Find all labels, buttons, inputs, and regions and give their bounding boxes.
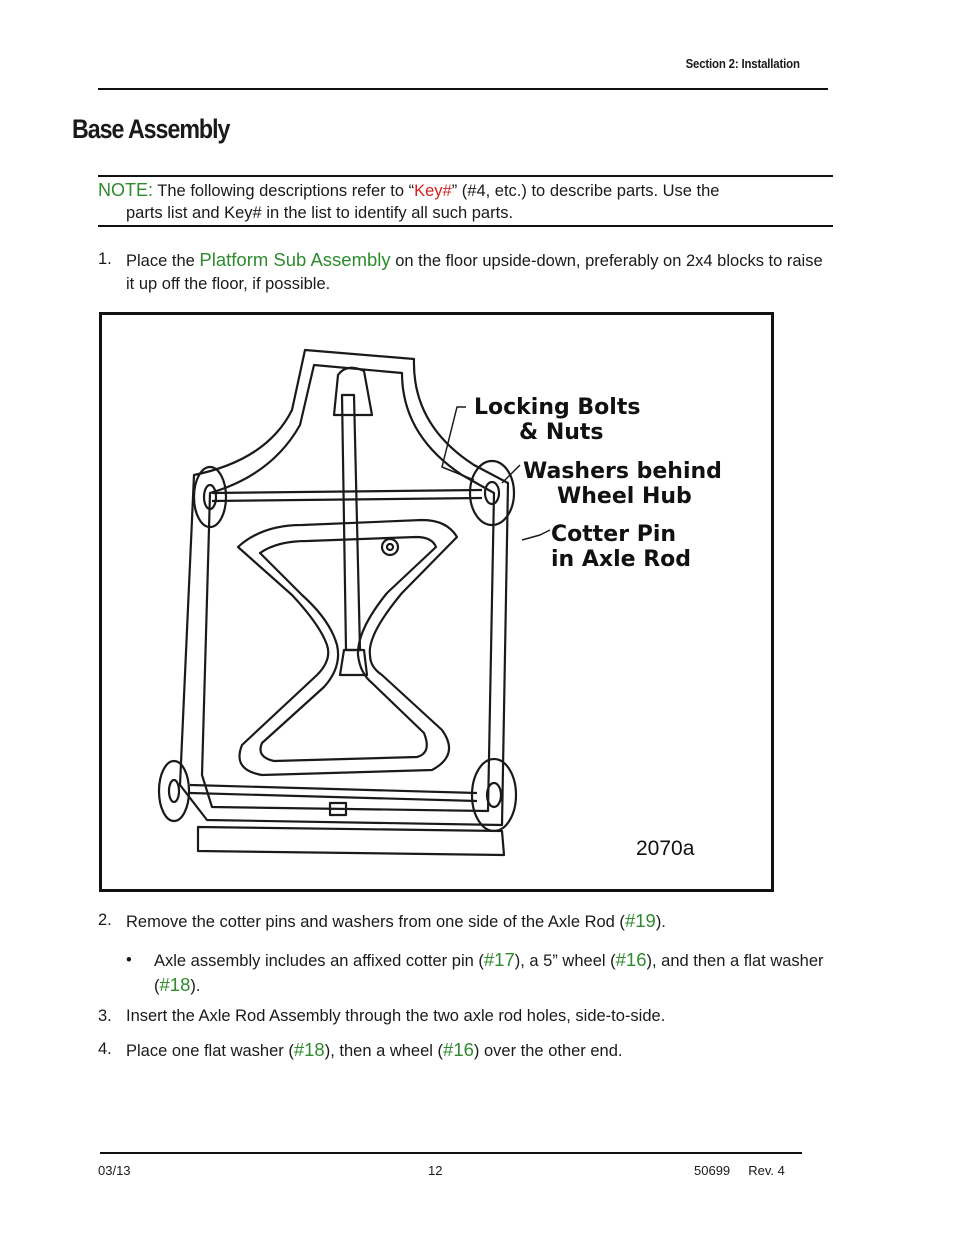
step-text: ) over the other end.	[473, 1042, 623, 1060]
figure-id: 2070a	[636, 837, 695, 860]
step-text: Insert the Axle Rod Assembly through the two axle rod holes, side-to-side.	[126, 1007, 666, 1025]
bullet-text: Axle assembly includes an affixed cotter pin (	[154, 952, 484, 970]
note-line-2: parts list and Key# in the list to identify all such parts.	[126, 204, 514, 222]
base-assembly-illustration	[102, 315, 771, 889]
footer-rule	[100, 1152, 802, 1154]
step-number: 1.	[98, 250, 112, 268]
callout-washers: Washers behind	[523, 459, 722, 484]
step-number: 4.	[98, 1040, 112, 1058]
step-number: 3.	[98, 1007, 112, 1025]
note-top-rule	[98, 175, 833, 177]
step-number: 2.	[98, 911, 112, 929]
part-reference: Platform Sub Assembly	[199, 249, 391, 270]
part-reference: #16	[443, 1039, 474, 1060]
part-reference: #18	[293, 1039, 325, 1060]
note-text-b: ” (#4, etc.) to describe parts. Use the	[451, 182, 720, 200]
footer-page-number: 12	[428, 1163, 443, 1178]
header-rule	[98, 88, 828, 90]
bullet-text: ).	[190, 977, 201, 995]
step-1	[98, 248, 833, 296]
page-title: Base Assembly	[72, 114, 230, 144]
bullet-item	[126, 948, 826, 998]
footer-date: 03/13	[98, 1163, 131, 1178]
step-text: on the floor upside-down, preferably on 2x4 blocks to raise it up off the floor, if possible.	[126, 252, 823, 293]
note-keyword: Key#	[414, 182, 452, 200]
note-box	[98, 179, 828, 224]
step-text: Place one flat washer (	[126, 1042, 294, 1060]
callout-cotter-pin: Cotter Pin	[551, 522, 677, 547]
note-text-a: The following descriptions refer to “	[153, 182, 415, 200]
part-reference: #17	[483, 949, 515, 970]
step-text: ).	[655, 913, 666, 931]
note-label: NOTE:	[98, 180, 154, 200]
step-text: Remove the cotter pins and washers from one side of the Axle Rod (	[126, 913, 625, 931]
callout-wheel-hub: Wheel Hub	[557, 484, 692, 509]
part-reference: #16	[615, 949, 647, 970]
callout-locking-bolts: Locking Bolts	[474, 395, 641, 420]
step-4	[98, 1038, 833, 1063]
callout-axle-rod: in Axle Rod	[551, 547, 692, 572]
bullet-icon: •	[126, 951, 132, 969]
section-header: Section 2: Installation	[685, 56, 800, 71]
step-text: Place the	[126, 252, 200, 270]
callout-nuts: & Nuts	[519, 420, 604, 445]
footer-doc-revision: 50699 Rev. 4	[694, 1163, 785, 1178]
note-bottom-rule	[98, 225, 833, 227]
step-3	[98, 1005, 833, 1028]
part-reference: #18	[159, 974, 191, 995]
part-reference: #19	[624, 910, 656, 931]
step-2	[98, 909, 833, 934]
bullet-text: ), and then a flat washer (	[154, 952, 824, 995]
figure-frame	[99, 312, 774, 892]
step-text: ), then a wheel (	[324, 1042, 444, 1060]
bullet-text: ), a 5” wheel (	[514, 952, 616, 970]
